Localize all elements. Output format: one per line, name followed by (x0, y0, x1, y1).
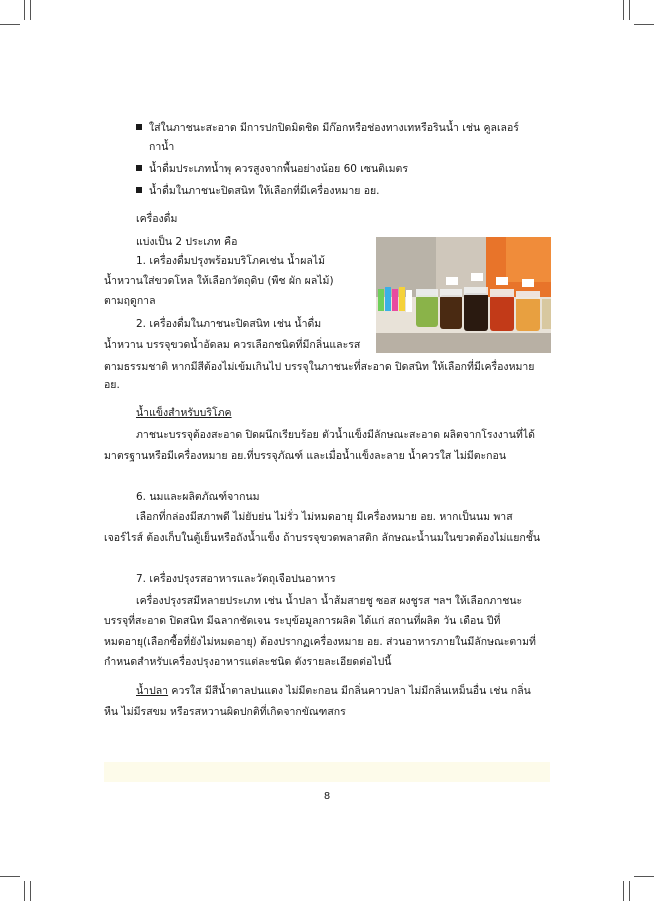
paragraph-line: มาตรฐานหรือมีเครื่องหมาย อย.ที่บรรจุภัณฑ์ และเมื่อน้ำแข็งละลาย น้ำควรใส ไม่มีตะกอน (104, 450, 507, 462)
drink-jars-image (376, 237, 551, 353)
paragraph-line: เครื่องปรุงรสมีหลายประเภท เช่น น้ำปลา น้ำส้มสายชู ซอส ผงชูรส ฯลฯ ให้เลือกภาชนะ (136, 595, 523, 607)
bullet-icon (136, 187, 142, 193)
fish-sauce-label: น้ำปลา (136, 685, 169, 697)
paragraph-line: ตามฤดูกาล (104, 295, 156, 307)
bullet-icon (136, 165, 142, 171)
bullet-icon (136, 124, 142, 130)
paragraph-line: กำหนดสำหรับเครื่องปรุงอาหารแต่ละชนิด ดังรายละเอียดต่อไปนี้ (104, 656, 392, 668)
paragraph-line: แบ่งเป็น 2 ประเภท คือ (136, 236, 238, 248)
paragraph-line: ภาชนะบรรจุต้องสะอาด ปิดผนึกเรียบร้อย ตัวน้ำแข็งมีลักษณะสะอาด ผลิตจากโรงงานที่ได้ (136, 429, 535, 441)
bullet-text-continued: กาน้ำ (149, 141, 175, 153)
page-number: 8 (323, 791, 331, 802)
section-heading: เครื่องดื่ม (136, 213, 178, 225)
fish-sauce-text: ควรใส มีสีน้ำตาลปนแดง ไม่มีตะกอน มีกลิ่นคาวปลา ไม่มีกลิ่นเหม็นอื่น เช่น กลิ่น (168, 685, 531, 697)
paragraph-line: 2. เครื่องดื่มในภาชนะปิดสนิท เช่น น้ำดื่ม (136, 318, 322, 330)
paragraph-line: หมดอายุ(เลือกซื้อที่ยังไม่หมดอายุ) ต้องปรากฏเครื่องหมาย อย. ส่วนอาหารภายในมีลักษณะตามที่ (104, 636, 536, 648)
beverage-photo (376, 237, 551, 353)
bullet-text: ใส่ในภาชนะสะอาด มีการปกปิดมิดชิด มีก๊อกหรือช่องทางเทหรือรินน้ำ เช่น คูลเลอร์ (149, 122, 519, 134)
section-heading: 7. เครื่องปรุงรสอาหารและวัตถุเจือปนอาหาร (136, 573, 336, 585)
paragraph-line: น้ำหวาน บรรจุขวดน้ำอัดลม ควรเลือกชนิดที่มีกลิ่นและรส (104, 339, 361, 351)
section-heading: น้ำแข็งสำหรับบริโภค (136, 407, 232, 419)
footer-band (104, 762, 550, 782)
paragraph-line: เลือกที่กล่องมีสภาพดี ไม่ยับย่น ไม่รั่ว ไม่หมดอายุ มีเครื่องหมาย อย. หากเป็นนม พาส (136, 511, 513, 523)
paragraph-line: ตามธรรมชาติ หากมีสีต้องไม่เข้มเกินไป บรรจุในภาชนะที่สะอาด ปิดสนิท ให้เลือกที่มีเครื่องหมาย (104, 361, 535, 373)
paragraph-line: น้ำหวานใส่ขวดโหล ให้เลือกวัตถุดิบ (พืช ผัก ผลไม้) (104, 275, 334, 287)
paragraph-line: เจอร์ไรส์ ต้องเก็บในตู้เย็นหรือถังน้ำแข็ง ถ้าบรรจุขวดพลาสติก ลักษณะน้ำนมในขวดต้องไม่แยกชั้น (104, 532, 541, 544)
section-heading: 6. นมและผลิตภัณฑ์จากนม (136, 491, 260, 503)
bullet-text: น้ำดื่มในภาชนะปิดสนิท ให้เลือกที่มีเครื่องหมาย อย. (149, 185, 380, 197)
paragraph-line: หืน ไม่มีรสขม หรือรสหวานผิดปกติที่เกิดจากขัณฑสกร (104, 706, 346, 718)
paragraph-line: อย. (104, 379, 120, 391)
paragraph-line: 1. เครื่องดื่มปรุงพร้อมบริโภคเช่น น้ำผลไม้ (136, 255, 325, 267)
bullet-text: น้ำดื่มประเภทน้ำพุ ควรสูงจากพื้นอย่างน้อย 60 เซนติเมตร (149, 163, 408, 175)
paragraph-line: บรรจุที่สะอาด ปิดสนิท มีฉลากชัดเจน ระบุข้อมูลการผลิต ได้แก่ สถานที่ผลิต วัน เดือน ปีที่ (104, 615, 501, 627)
paragraph-line (136, 680, 531, 702)
